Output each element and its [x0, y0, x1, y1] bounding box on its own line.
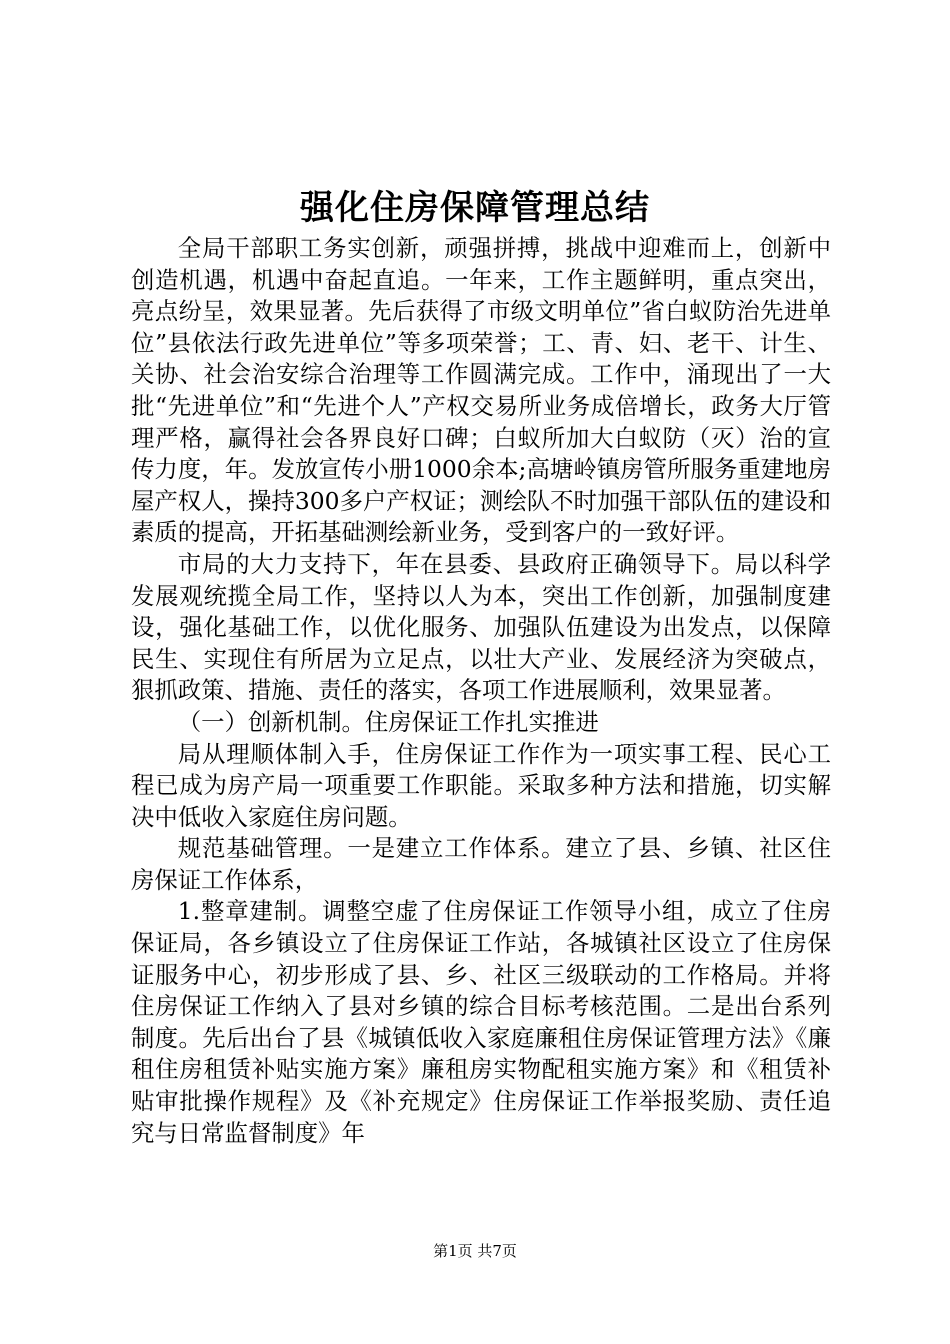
page-number-footer: 第1页 共7页	[433, 1242, 517, 1260]
section-heading: （一）创新机制。住房保证工作扎实推进	[177, 707, 599, 736]
paragraph: 局从理顺体制入手，住房保证工作作为一项实事工程、民心工程已成为房产局一项重要工作职能。采取多种方法和措施，切实解决中低收入家庭住房问题。	[131, 739, 831, 831]
paragraph: 规范基础管理。一是建立工作体系。建立了县、乡镇、社区住房保证工作体系，	[131, 834, 831, 894]
document-title: 强化住房保障管理总结	[300, 188, 650, 228]
paragraph: 全局干部职工务实创新，顽强拼搏，挑战中迎难而上，创新中创造机遇，机遇中奋起直追。一年来，工作主题鲜明，重点突出，亮点纷呈，效果显著。先后获得了市级文明单位”省白蚁防治先进单位”县依法行政先进单位”等多项荣誉；工、青、妇、老干、计生、关协、社会治安综合治理等工作圆满完成。工作中，涌现出了一大批“先进单位”和“先进个人”产权交易所业务成倍增长，政务大厅管理严格，赢得社会各界良好口碑；白蚁所加大白蚁防（灭）治的宣传力度，年。发放宣传小册1000余本;高塘岭镇房管所服务重建地房屋产权人，操持300多户产权证；测绘队不时加强干部队伍的建设和素质的提高，开拓基础测绘新业务，受到客户的一致好评。	[131, 234, 831, 547]
document-body	[131, 233, 831, 1149]
paragraph: 1.整章建制。调整空虚了住房保证工作领导小组，成立了住房保证局，各乡镇设立了住房保证工作站，各城镇社区设立了住房保证服务中心，初步形成了县、乡、社区三级联动的工作格局。并将住房保证工作纳入了县对乡镇的综合目标考核范围。二是出台系列制度。先后出台了县《城镇低收入家庭廉租住房保证管理方法》《廉租住房租赁补贴实施方案》廉租房实物配租实施方案》和《租赁补贴审批操作规程》及《补充规定》住房保证工作举报奖励、责任追究与日常监督制度》年	[131, 897, 831, 1147]
paragraph: 市局的大力支持下，年在县委、县政府正确领导下。局以科学发展观统揽全局工作，坚持以人为本，突出工作创新，加强制度建设，强化基础工作，以优化服务、加强队伍建设为出发点，以保障民生、实现住有所居为立足点，以壮大产业、发展经济为突破点，狠抓政策、措施、责任的落实，各项工作进展顺利，效果显著。	[131, 549, 831, 705]
